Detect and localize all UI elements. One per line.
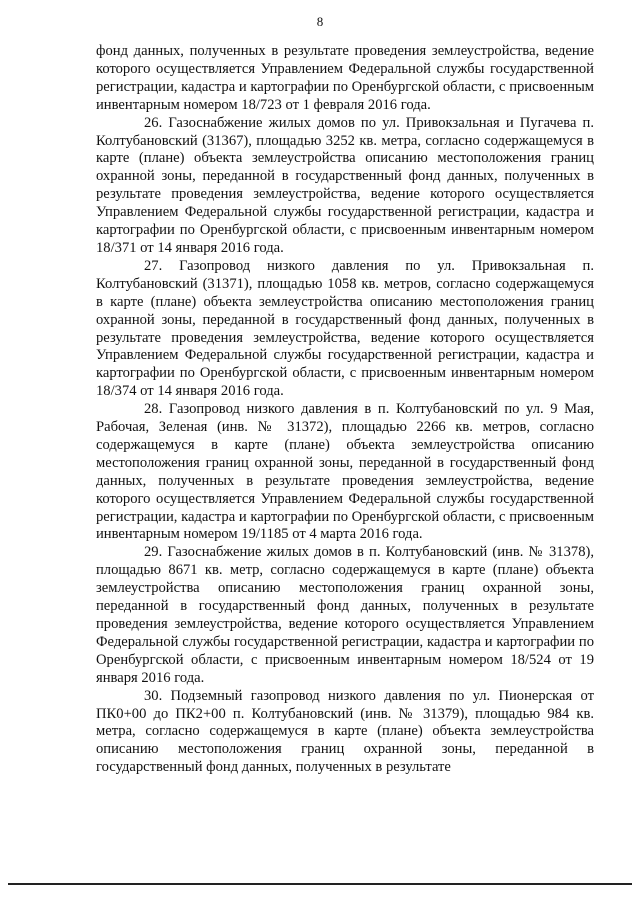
paragraph-item-26: 26. Газоснабжение жилых домов по ул. Привокзальная и Пугачева п. Колтубановский (31367), площадью 3252 кв. метра, согласно содержащемуся в карте (плане) объекта землеустройства описанию местоположения границ охранной зоны, переданной в государственный фонд данных, полученных в результате проведения землеустройства, ведение которого осуществляется Управлением Федеральной службы государственной регистрации, кадастра и картографии по Оренбургской области, с присвоенным инвентарным номером 18/371 от 14 января 2016 года. — [96, 114, 594, 256]
paragraph-item-30: 30. Подземный газопровод низкого давления по ул. Пионерская от ПК0+00 до ПК2+00 п. Колтубановский (инв. № 31379), площадью 984 кв. метра, согласно содержащемуся в карте (плане) объекта землеустройства описанию местоположения границ охранной зоны, переданной в государственный фонд данных, полученных в результате — [96, 687, 594, 776]
bottom-divider — [8, 883, 632, 885]
paragraph-continuation: фонд данных, полученных в результате проведения землеустройства, ведение которого осуществляется Управлением Федеральной службы государственной регистрации, кадастра и картографии по Оренбургской области, с присвоенным инвентарным номером 18/723 от 1 февраля 2016 года. — [96, 43, 594, 113]
paragraph-item-27: 27. Газопровод низкого давления по ул. Привокзальная п. Колтубановский (31371), площадью 1058 кв. метров, согласно содержащемуся в карте (плане) объекта землеустройства описанию местоположения границ охранной зоны, переданной в государственный фонд данных, полученных в результате проведения землеустройства, ведение которого осуществляется Управлением Федеральной службы государственной регистрации, кадастра и картографии по Оренбургской области, с присвоенным инвентарным номером 18/374 от 14 января 2016 года. — [96, 257, 594, 400]
paragraph-item-28: 28. Газопровод низкого давления в п. Колтубановский по ул. 9 Мая, Рабочая, Зеленая (инв. № 31372), площадью 2266 кв. метров, согласно содержащемуся в карте (плане) объекта землеустройства описанию местоположения границ охранной зоны, переданной в государственный фонд данных, полученных в результате проведения землеустройства, ведение которого осуществляется Управлением Федеральной службы государственной регистрации, кадастра и картографии по Оренбургской области, с присвоенным инвентарным номером 19/1185 от 4 марта 2016 года. — [96, 401, 594, 543]
document-body — [96, 43, 594, 777]
paragraph-item-29: 29. Газоснабжение жилых домов в п. Колтубановский (инв. № 31378), площадью 8671 кв. метр, согласно содержащемуся в карте (плане) объекта землеустройства описанию местоположения границ охранной зоны, переданной в государственный фонд данных, полученных в результате проведения землеустройства, ведение которого осуществляется Управлением Федеральной службы государственной регистрации, кадастра и картографии по Оренбургской области, с присвоенным инвентарным номером 18/524 от 19 января 2016 года. — [96, 544, 594, 686]
page-number: 8 — [316, 14, 324, 29]
